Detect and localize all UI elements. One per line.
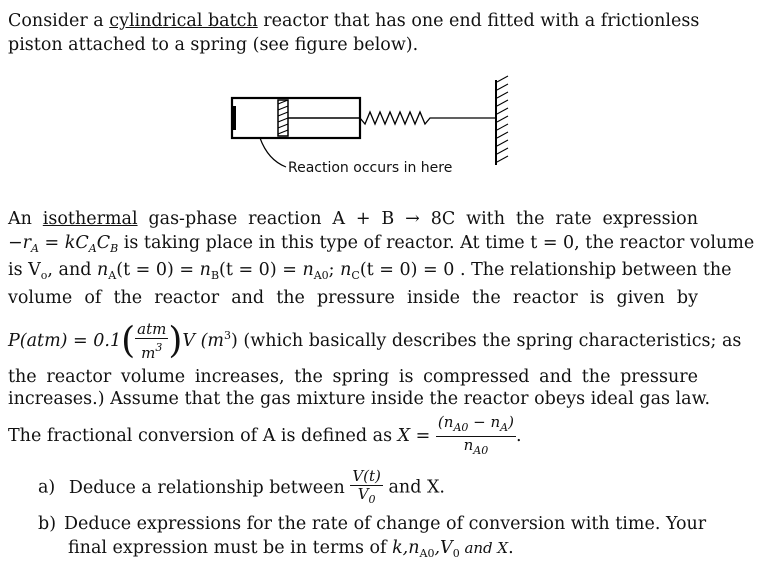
frac-den — [350, 486, 383, 508]
text: is V — [8, 260, 41, 280]
atm-fraction — [135, 321, 168, 362]
period: . — [515, 426, 522, 446]
pressure-tail: (which basically describes the spring characteristics; as — [237, 331, 742, 351]
sup: 3 — [224, 329, 232, 342]
sub: A0 — [473, 444, 489, 457]
sub: 0 — [452, 547, 460, 560]
t: and X — [459, 539, 509, 557]
text: (t = 0) = 0 . The relationship between the — [359, 260, 732, 280]
reaction-arrow: → — [405, 209, 420, 229]
t: ,V — [434, 538, 453, 558]
caption-pointer — [260, 138, 286, 167]
intro-line-1 — [8, 10, 698, 32]
text: gas-phase reaction A + B — [137, 209, 406, 229]
reaction-line-7 — [8, 388, 711, 410]
sub: A0 — [453, 421, 469, 434]
text: , and — [47, 260, 98, 280]
text: is taking place in this type of reactor. At time t = 0, the reactor volume — [118, 233, 755, 253]
intro-underlined: cylindrical batch — [109, 11, 258, 31]
text: the reactor volume increases, the spring is compressed and the pressure — [8, 367, 698, 387]
t: n — [463, 436, 474, 454]
sub: A0 — [419, 547, 435, 560]
sub: A — [500, 421, 509, 434]
left-paren: ( — [121, 320, 136, 362]
rate-lhs: −r — [8, 233, 32, 253]
t: ) — [508, 413, 514, 431]
n: n — [97, 260, 109, 280]
question-b-line-1 — [38, 513, 707, 535]
text: ; — [328, 260, 341, 280]
conversion-fraction — [436, 414, 516, 459]
question-b-text: Deduce expressions for the rate of change of conversion with time. Your — [64, 514, 707, 534]
question-b-label: b) — [38, 514, 57, 534]
volume-ratio-fraction — [350, 468, 383, 508]
close: ) — [231, 331, 238, 351]
wall-hatching — [497, 76, 508, 162]
text: volume of the reactor and the pressure inside the reactor is given by — [8, 288, 698, 308]
spring — [360, 112, 496, 124]
sub: o — [40, 269, 48, 282]
intro-line-2 — [8, 34, 698, 56]
frac-num: V(t) — [352, 467, 381, 485]
isothermal-underlined: isothermal — [42, 209, 138, 229]
sup: 3 — [155, 341, 163, 354]
text: increases.) Assume that the gas mixture inside the reactor obeys ideal gas law. — [8, 389, 711, 409]
intro-text-tail: reactor that has one end fitted with a frictionless — [257, 11, 700, 31]
x-lhs: X = — [397, 426, 431, 446]
rate-eq: = kC — [38, 233, 89, 253]
pressure-lhs: P(atm) = 0.1 — [8, 331, 122, 351]
n: n — [340, 260, 352, 280]
n: n — [302, 260, 314, 280]
reaction-line-3 — [8, 259, 732, 287]
sub: B — [110, 242, 119, 255]
frac-den — [436, 437, 516, 459]
question-b-text-2: final expression must be in terms of — [68, 538, 393, 558]
reaction-line-6 — [8, 366, 698, 388]
text: The fractional conversion of A is defined as — [8, 426, 398, 446]
question-a-label: a) — [38, 477, 56, 498]
pressure-equation-line — [8, 314, 742, 362]
sub: C — [351, 269, 360, 282]
frac-num — [436, 414, 516, 437]
cylinder-end — [232, 106, 236, 130]
rate-c: C — [96, 233, 111, 253]
sub: B — [210, 269, 220, 282]
question-a-text: Deduce a relationship between — [68, 477, 351, 498]
text: An — [8, 209, 43, 229]
reaction-line-1 — [8, 208, 698, 230]
reaction-line-4 — [8, 287, 698, 309]
reaction-line-2 — [8, 232, 755, 260]
question-a-tail: and X. — [382, 477, 445, 498]
t: (n — [437, 413, 454, 431]
m: m — [141, 344, 156, 362]
text: 8C with the rate expression — [419, 209, 698, 229]
sub: A — [108, 269, 117, 282]
question-a — [38, 468, 698, 512]
intro-text-2: piston attached to a spring (see figure below). — [8, 35, 419, 55]
sub: A0 — [313, 269, 329, 282]
sub: A — [31, 242, 39, 255]
text: (t = 0) = — [219, 260, 303, 280]
sub: A — [88, 242, 97, 255]
sub: 0 — [368, 493, 376, 506]
text: (t = 0) = — [116, 260, 200, 280]
figure-caption: Reaction occurs in here — [288, 160, 453, 176]
frac-num: atm — [137, 320, 167, 338]
pressure-rhs: V (m — [182, 331, 225, 351]
n: n — [199, 260, 211, 280]
t: − n — [468, 413, 501, 431]
intro-text: Consider a — [8, 11, 110, 31]
conversion-definition-line — [8, 414, 698, 458]
t: V — [357, 485, 369, 503]
frac-den — [135, 339, 168, 362]
t: k,n — [392, 538, 420, 558]
rate-expression — [8, 233, 118, 253]
question-b-line-2 — [68, 537, 698, 565]
period: . — [508, 538, 514, 558]
right-paren: ) — [168, 320, 183, 362]
